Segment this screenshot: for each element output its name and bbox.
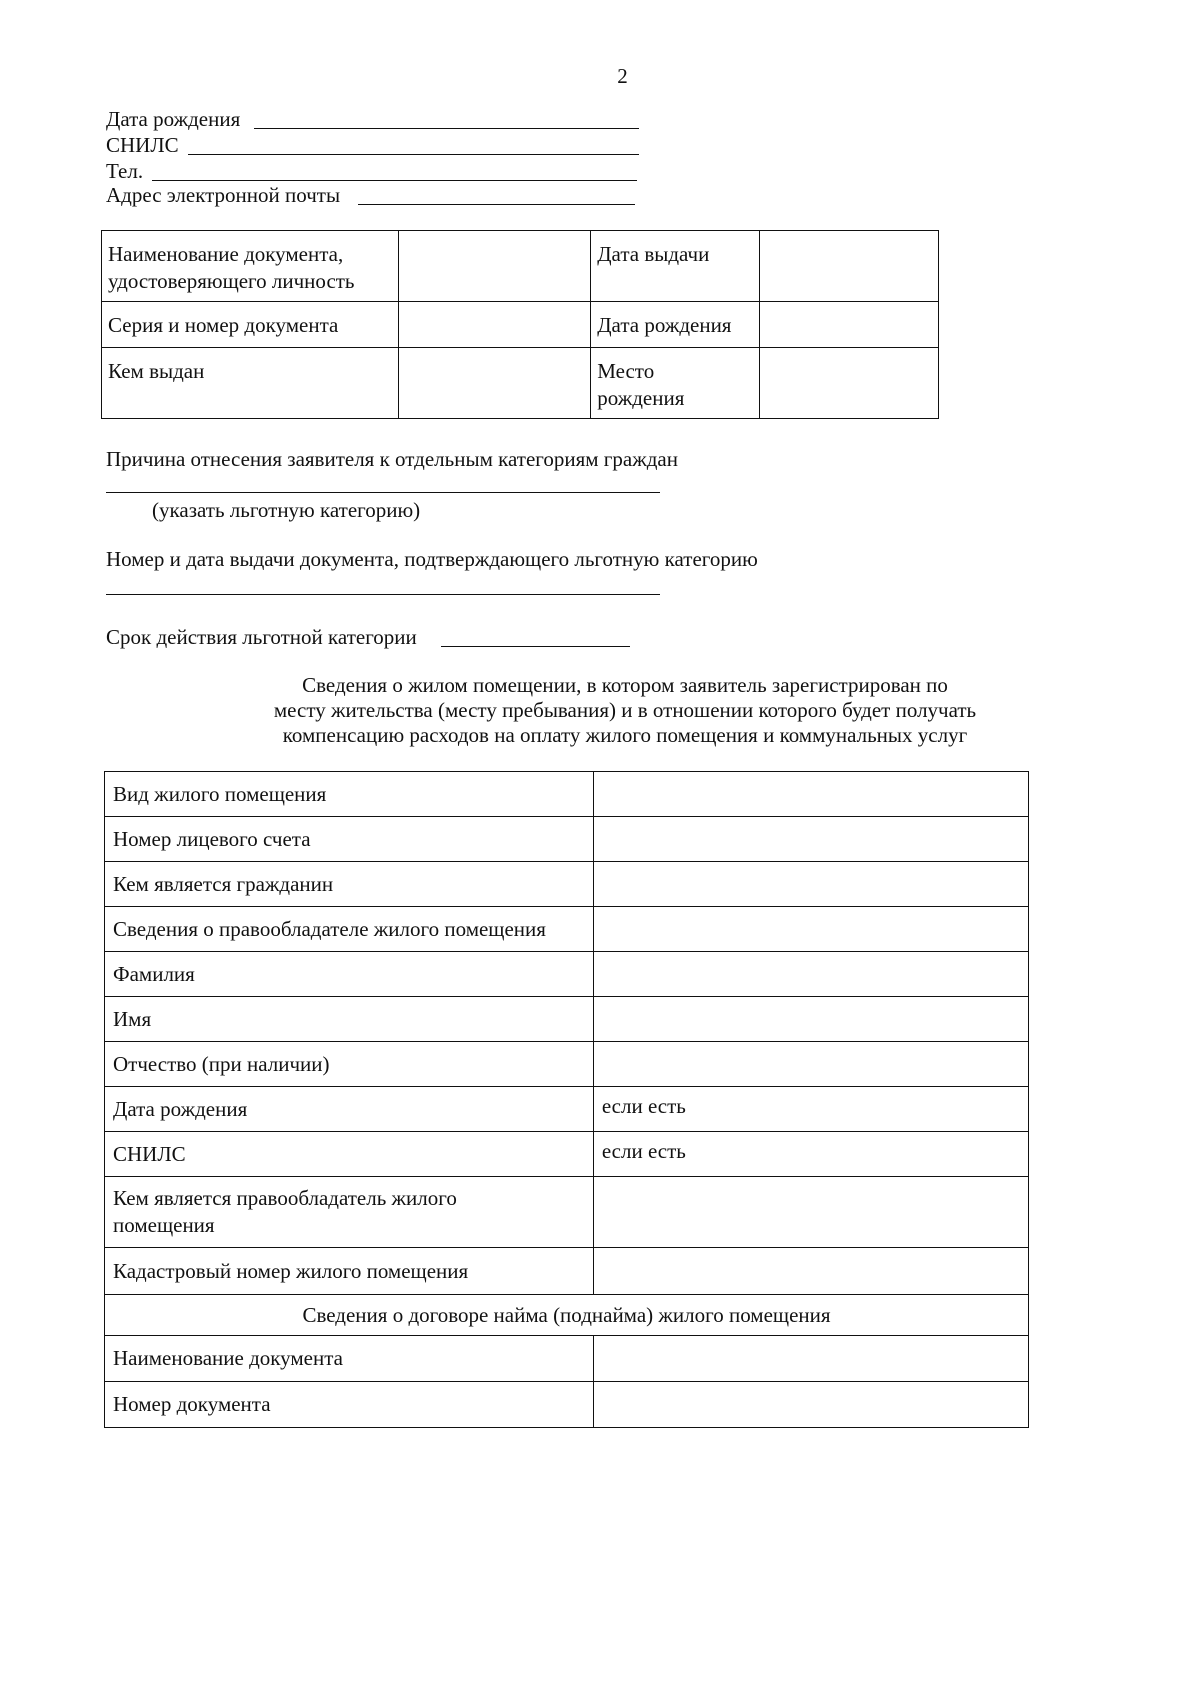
identity-value-cell[interactable] [399,302,591,348]
table-row [105,952,1029,997]
table-row [105,862,1029,907]
table-row [102,348,939,419]
housing-value-cell[interactable] [593,817,1028,862]
housing-label-cell: Отчество (при наличии) [105,1042,594,1087]
category-document-line[interactable] [106,594,660,595]
table-row [105,1382,1029,1428]
table-row [105,1087,1029,1132]
identity-label-cell: Дата рождения [591,302,760,348]
housing-value-cell[interactable] [593,862,1028,907]
page-number: 2 [617,64,628,88]
housing-value-cell[interactable] [593,907,1028,952]
identity-label-cell: Место рождения [591,348,760,419]
identity-value-cell[interactable] [399,231,591,302]
housing-section-title-line-2: месту жительства (месту пребывания) и в отношении которого будет получать [273,698,977,722]
housing-value-cell[interactable] [593,1177,1028,1248]
phone-line[interactable] [152,180,637,181]
housing-label-cell: Наименование документа [105,1336,594,1382]
identity-value-cell[interactable] [759,231,938,302]
housing-value-cell[interactable] [593,1336,1028,1382]
table-row [105,997,1029,1042]
table-row [105,907,1029,952]
table-row [105,1042,1029,1087]
housing-label-cell: СНИЛС [105,1132,594,1177]
email-label: Адрес электронной почты [106,183,341,207]
identity-value-cell[interactable] [759,348,938,419]
birth-date-line[interactable] [254,128,639,129]
housing-label-cell: Кем является правообладатель жилого помещения [105,1177,594,1248]
housing-value-cell[interactable]: если есть [593,1087,1028,1132]
identity-value-cell[interactable] [399,348,591,419]
table-row [105,1177,1029,1248]
housing-label-cell: Номер лицевого счета [105,817,594,862]
category-term-line[interactable] [441,646,630,647]
identity-table [101,230,939,419]
housing-table [104,771,1029,1428]
housing-label-cell: Вид жилого помещения [105,772,594,817]
housing-value-cell[interactable] [593,997,1028,1042]
identity-label-cell: Серия и номер документа [102,302,399,348]
housing-section-title-line-3: компенсацию расходов на оплату жилого помещения и коммунальных услуг [282,723,968,747]
table-row [102,231,939,302]
category-term-label: Срок действия льготной категории [106,625,417,649]
housing-value-cell[interactable] [593,1042,1028,1087]
housing-label-cell: Фамилия [105,952,594,997]
identity-label-cell: Кем выдан [102,348,399,419]
phone-label: Тел. [106,159,144,183]
housing-value-cell[interactable] [593,952,1028,997]
snils-line[interactable] [188,154,639,155]
housing-value-cell[interactable] [593,1382,1028,1428]
housing-label-cell: Дата рождения [105,1087,594,1132]
table-row [105,1295,1029,1336]
housing-value-cell[interactable] [593,1248,1028,1295]
category-reason-line[interactable] [106,492,660,493]
table-row [102,302,939,348]
table-row [105,1132,1029,1177]
housing-value-cell[interactable]: если есть [593,1132,1028,1177]
table-row [105,817,1029,862]
housing-label-cell: Сведения о правообладателе жилого помещения [105,907,594,952]
table-row [105,1336,1029,1382]
email-line[interactable] [358,204,635,205]
table-row [105,1248,1029,1295]
housing-label-cell: Имя [105,997,594,1042]
contract-section-header: Сведения о договоре найма (поднайма) жилого помещения [105,1295,1029,1336]
identity-value-cell[interactable] [759,302,938,348]
housing-label-cell: Кем является гражданин [105,862,594,907]
housing-value-cell[interactable] [593,772,1028,817]
category-document-label: Номер и дата выдачи документа, подтверждающего льготную категорию [106,547,758,571]
housing-label-cell: Кадастровый номер жилого помещения [105,1248,594,1295]
snils-label: СНИЛС [106,133,179,157]
category-reason-label: Причина отнесения заявителя к отдельным категориям граждан [106,447,678,471]
identity-label-cell: Наименование документа, удостоверяющего личность [102,231,399,302]
housing-label-cell: Номер документа [105,1382,594,1428]
housing-section-title-line-1: Сведения о жилом помещении, в котором заявитель зарегистрирован по [302,673,948,697]
table-row [105,772,1029,817]
birth-date-label: Дата рождения [106,107,241,131]
identity-label-cell: Дата выдачи [591,231,760,302]
category-reason-hint: (указать льготную категорию) [152,498,421,522]
